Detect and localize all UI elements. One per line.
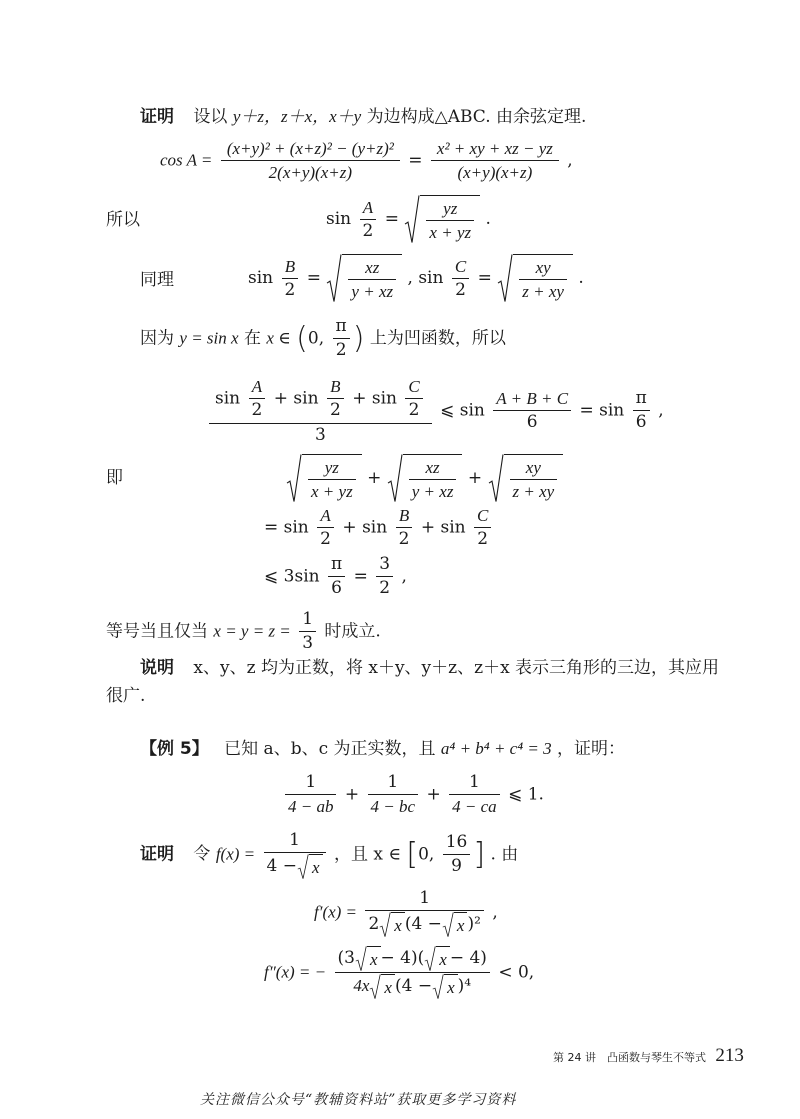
proof2-line: 证明 令 f(x) = 1 4 − x ，且 x ∈ [0, $\frac{16}{9}$ ] . 由 <box>140 830 519 878</box>
fraction: sin $\frac{A}{2}$ + sin $\frac{B}{2}$ + sin $\frac{C}{2}$ 3 <box>209 376 432 446</box>
fraction: $\frac{\text{(x+y)² + (x+z)² − (y+z)²}}{2(x+y)(x+z)}$ <box>221 138 400 184</box>
radical: $\frac{xy}{z + xy}$ <box>497 254 573 303</box>
page-number: 213 <box>715 1045 744 1066</box>
chapter-title: 第 24 讲 凸函数与琴生不等式 <box>553 1051 706 1064</box>
proof-label: 证明 <box>140 107 174 127</box>
first-derivative: f′(x) = 1 2 x (4 − x )² , <box>314 888 498 936</box>
radical: $\frac{yz}{x + yz}$ <box>404 195 480 244</box>
example-label: 【例 5】 <box>140 739 209 759</box>
tongli-equation: sin $\frac{B}{2}$ = $\frac{xz}{y + xz}$ , sin $\frac{C}{2}$ = $\frac{xy}{z + xy}$ . <box>248 254 584 303</box>
concave-line: 因为 y = sin x 在 x ∈ (0, $\frac{\pi}{2}$ ) 上为凹函数，所以 <box>140 316 506 361</box>
ji-label: 即 <box>106 468 123 488</box>
cosine-equation: cos A = $\frac{\text{(x+y)² + (x+z)² − (y+z)²}}{2(x+y)(x+z)}$ = $\frac{\text{x² + xy + xz − yz}}{(x+y)(x+z)}$ , <box>160 139 573 183</box>
suoyi-label: 所以 <box>106 210 140 230</box>
ji-line2: = sin $\frac{A}{2}$ + sin $\frac{B}{2}$ + sin $\frac{C}{2}$ <box>264 505 494 551</box>
proof1-line: 证明 设以 y＋z，z＋x，x＋y 为边构成△ABC. 由余弦定理. <box>140 107 587 127</box>
example5-line: 【例 5】 已知 a、b、c 为正实数，且 a⁴ + b⁴ + c⁴ = 3 ，证明： <box>140 739 626 759</box>
suoyi-equation: sin $\frac{A}{2}$ = $\frac{yz}{x + yz}$ . <box>326 195 491 244</box>
tongli-label: 同理 <box>140 270 174 290</box>
remark-line: 说明 x、y、z 均为正数，将 x＋y、y＋z、z＋x 表示三角形的三边，其应用 <box>140 658 720 678</box>
radical: $\frac{xz}{y + xz}$ <box>326 254 402 303</box>
proof-label: 证明 <box>140 844 174 865</box>
page-footer <box>553 1044 744 1068</box>
remark-label: 说明 <box>140 658 174 678</box>
ji-line3: ⩽ 3sin $\frac{\pi}{6}$ = $\frac{3}{2}$ , <box>264 554 407 599</box>
jensen-inequality: sin $\frac{A}{2}$ + sin $\frac{B}{2}$ + sin $\frac{C}{2}$ 3 ⩽ sin $\frac{A + B + C}{6}$ = sin $\frac{\pi}{6}$ , <box>206 376 664 446</box>
promo-banner: 关注微信公众号“教辅资料站”获取更多学习资料 <box>200 1092 517 1108</box>
equality-line: 等号当且仅当 x = y = z = $\frac{1}{3}$ 时成立. <box>106 609 381 654</box>
ji-line1: $\frac{yz}{x + yz}$ + $\frac{xz}{y + xz}$ + $\frac{xy}{z + xy}$ <box>286 454 563 503</box>
second-derivative: f″(x) = − (3 x − 4)( x − 4) 4x x (4 − x )⁴ < 0, <box>264 946 534 1000</box>
fraction: $\frac{\text{x² + xy + xz − yz}}{(x+y)(x+z)}$ <box>431 138 559 184</box>
fraction: $\frac{A}{2}$ <box>360 197 377 243</box>
example5-inequality: $\frac{1}{4 - ab}$ + $\frac{1}{4 - bc}$ + $\frac{1}{4 - ca}$ ⩽ 1. <box>282 772 544 818</box>
remark-cont: 很广. <box>106 686 146 706</box>
